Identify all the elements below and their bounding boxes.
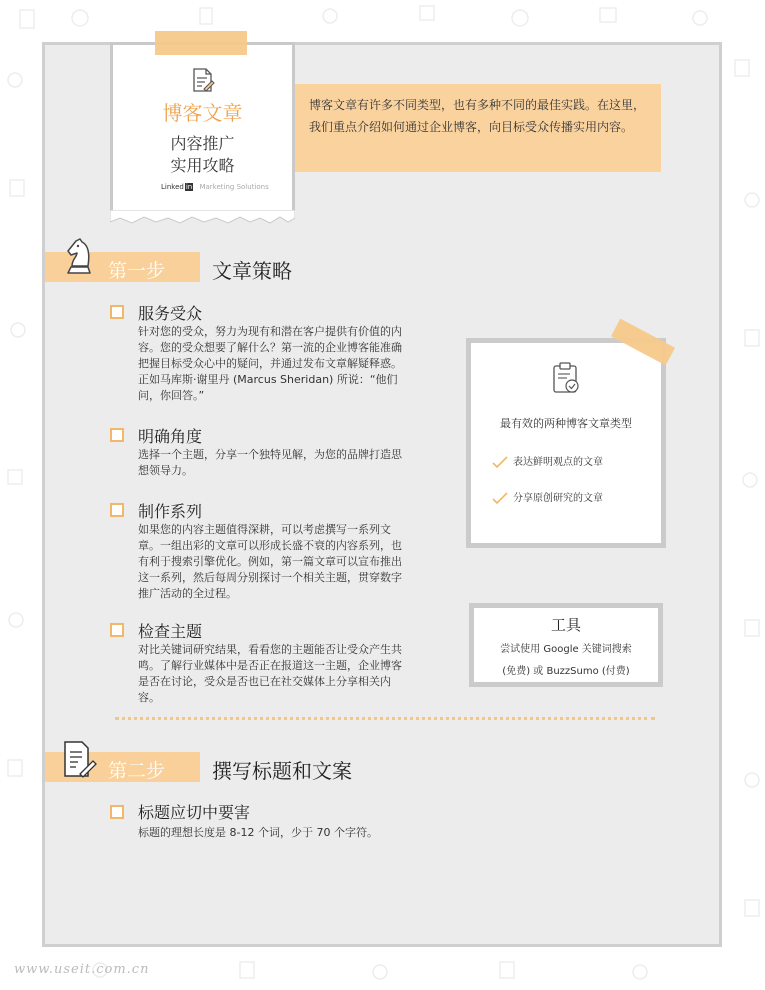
checkbox-headline[interactable] bbox=[110, 805, 124, 819]
item-body-make-series: 如果您的内容主题值得深耕，可以考虑撰写一系列文章。一组出彩的文章可以形成长盛不衰的内容系列，也有利于搜索引擎优化。例如，第一篇文章可以宣布推出这一系列，然后每周分别探讨一个相关主题，贯穿数字推广活动的全过程。 bbox=[138, 523, 402, 600]
step2-label: 第二步 bbox=[108, 760, 166, 782]
tools-title: 工具 bbox=[550, 616, 581, 634]
item-body-headline: 标题的理想长度是 8-12 个词，少于 70 个字符。 bbox=[138, 826, 378, 839]
item-body-check-topic: 对比关键词研究结果，看看您的主题能否让受众产生共鸣。了解行业媒体中是否正在报道这一主题，企业博客是否在讨论，受众是否也已在社交媒体上分享相关内容。 bbox=[138, 643, 402, 704]
tools-card bbox=[469, 603, 663, 687]
item-title-clear-angle: 明确角度 bbox=[138, 427, 203, 446]
post-type-item-1: 表达鲜明观点的文章 bbox=[513, 457, 603, 468]
checkbox-clear-angle[interactable] bbox=[110, 428, 124, 442]
post-types-title: 最有效的两种博客文章类型 bbox=[500, 417, 632, 430]
document-pen-icon bbox=[62, 740, 98, 780]
item-title-serve-audience: 服务受众 bbox=[138, 304, 203, 323]
item-body-clear-angle: 选择一个主题，分享一个独特见解，为您的品牌打造思想领导力。 bbox=[138, 448, 402, 477]
step1-title: 文章策略 bbox=[212, 259, 292, 283]
title-card bbox=[110, 42, 295, 212]
tape-strip-top bbox=[155, 31, 247, 55]
document-pen-icon bbox=[191, 67, 215, 93]
watermark: www.useit.com.cn bbox=[14, 962, 150, 977]
step2-title: 撰写标题和文案 bbox=[212, 759, 352, 783]
item-body-serve-audience: 针对您的受众，努力为现有和潜在客户提供有价值的内容。您的受众想要了解什么？第一流的企业博客能准确把握目标受众心中的疑问，并通过发布文章解疑释惑。正如马库斯·谢里丹 (Marcus Sheridan) 所说：“他们问，你回答。” bbox=[138, 325, 402, 402]
tools-line1: 尝试使用 Google 关键词搜索 bbox=[500, 644, 632, 655]
tools-line2: (免费) 或 BuzzSumo (付费) bbox=[502, 666, 630, 677]
subtitle-line2: 实用攻略 bbox=[170, 156, 235, 175]
linkedin-logo: Linked in Marketing Solutions bbox=[161, 183, 269, 191]
intro-box bbox=[295, 84, 661, 172]
subtitle-line1: 内容推广 bbox=[170, 134, 235, 153]
item-title-make-series: 制作系列 bbox=[138, 502, 203, 521]
checkmark-icon bbox=[491, 491, 509, 505]
checkbox-check-topic[interactable] bbox=[110, 623, 124, 637]
item-title-check-topic: 检查主题 bbox=[138, 622, 203, 641]
checkmark-icon bbox=[491, 455, 509, 469]
item-title-headline: 标题应切中要害 bbox=[138, 803, 251, 822]
post-types-card bbox=[466, 338, 666, 548]
chess-knight-icon bbox=[62, 235, 96, 277]
intro-text: 博客文章有许多不同类型，也有多种不同的最佳实践。在这里，我们重点介绍如何通过企业博客，向目标受众传播实用内容。 bbox=[309, 98, 646, 134]
torn-edge bbox=[110, 210, 295, 226]
title-heading: 博客文章 bbox=[162, 101, 243, 125]
step1-label: 第一步 bbox=[108, 260, 166, 282]
clipboard-check-icon bbox=[551, 361, 581, 395]
post-type-item-2: 分享原创研究的文章 bbox=[513, 493, 603, 504]
checkbox-make-series[interactable] bbox=[110, 503, 124, 517]
dotted-divider bbox=[115, 717, 655, 720]
checkbox-serve-audience[interactable] bbox=[110, 305, 124, 319]
